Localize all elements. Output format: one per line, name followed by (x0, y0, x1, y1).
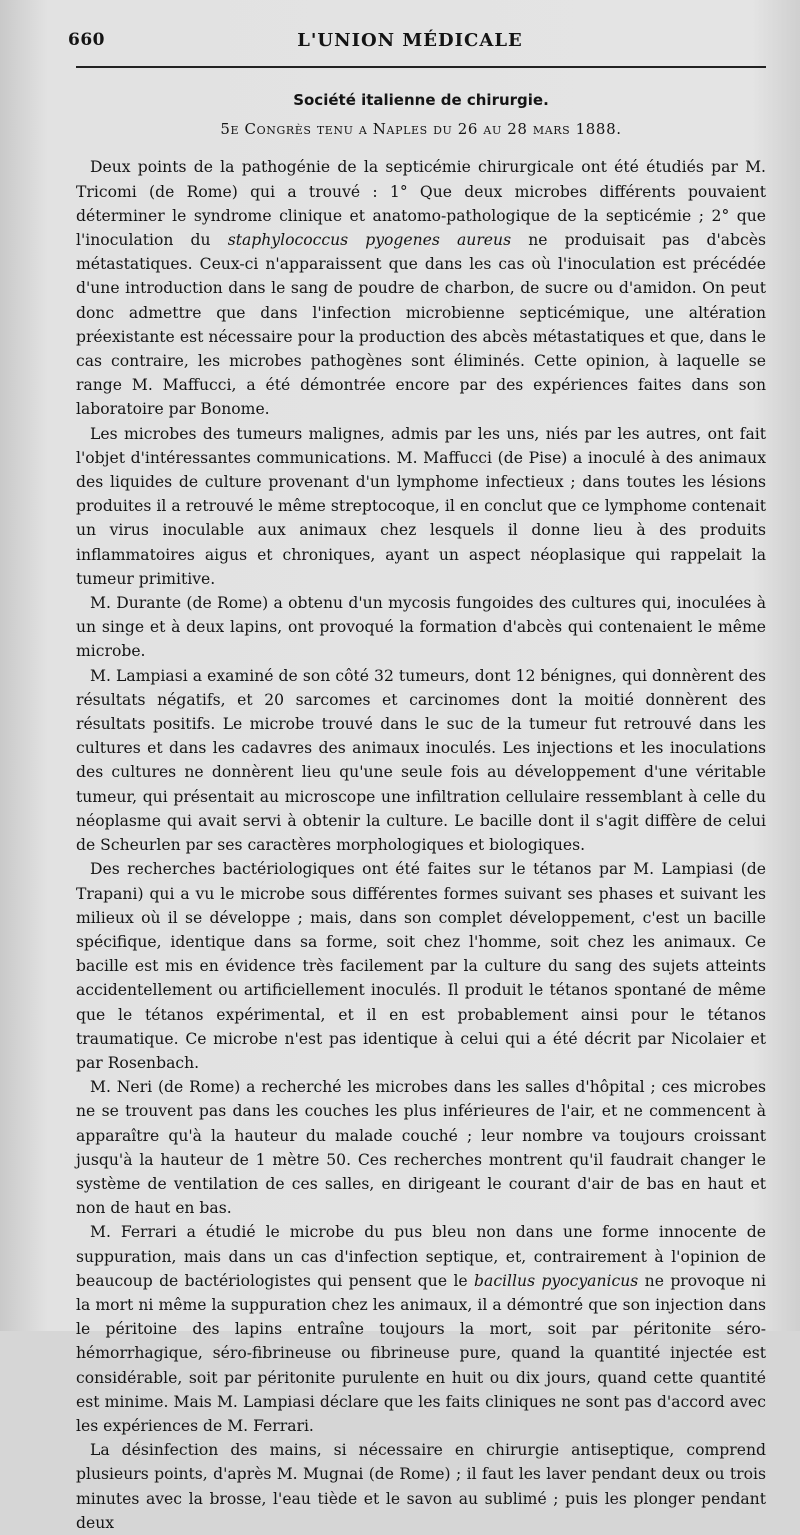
paragraph-text: ne produisait pas d'abcès métastatiques. Ceux-ci n'apparaissent que dans les cas où l'inoculation est précédée d'une introduction dans le sang de poudre de charbon, de sucre ou d'amidon. On peut donc admettre que dans l'infection microbienne septicémique, une altération préexistante est nécessaire pour la production des abcès métastatiques et que, dans le cas contraire, les microbes pathogènes sont éliminés. Cette opinion, à laquelle se range M. Maffucci, a été démontrée encore par des expériences faites dans son laboratoire par Bonome. (76, 231, 766, 419)
paragraph-tricomi (76, 155, 766, 421)
running-head (68, 30, 752, 58)
paragraph-text: M. Ferrari a étudié le microbe du pus bleu non dans une forme innocente de suppuration, mais dans un cas d'infection septique, et, contrairement à l'opinion de beaucoup de bactériologistes qui pensent que le (76, 1223, 766, 1290)
species-name: bacillus pyocyanicus (474, 1271, 639, 1290)
section-title: Société italienne de chirurgie. (293, 91, 549, 109)
paragraph-maffucci: Les microbes des tumeurs malignes, admis par les uns, niés par les autres, ont fait l'objet d'intéressantes communications. M. Maffucci (de Pise) a inoculé à des animaux des liquides de culture provenant d'un lymphome infectieux ; dans toutes les lésions produites il a retrouvé le même streptocoque, il en conclut que ce lymphome contenait un virus inoculable aux animaux chez lesquels il donne lieu à des produits inflammatoires aigus et chroniques, ayant un aspect néoplasique qui rappelait la tumeur primitive. (76, 424, 766, 588)
paragraph-neri: M. Neri (de Rome) a recherché les microbes dans les salles d'hôpital ; ces microbes ne se trouvent pas dans les couches les plus inférieures de l'air, et ne commencent à apparaître qu'à la hauteur du malade couché ; leur nombre va toujours croissant jusqu'à la hauteur de 1 mètre 50. Ces recherches montrent qu'il faudrait changer le système de ventilation de ces salles, en dirigeant le courant d'air de bas en haut et non de haut en bas. (76, 1078, 766, 1218)
journal-title: L'UNION MÉDICALE (297, 30, 523, 51)
section-subtitle: 5e Congrès tenu a Naples du 26 au 28 mars 1888. (220, 120, 622, 139)
paragraph-mugnai: La désinfection des mains, si nécessaire en chirurgie antiseptique, comprend plusieurs points, d'après M. Mugnai (de Rome) ; il faut les laver pendant deux ou trois minutes avec la brosse, l'eau tiède et le savon au sublimé ; puis les plonger pendant deux (76, 1441, 766, 1532)
paragraph-tetanos: Des recherches bactériologiques ont été faites sur le tétanos par M. Lampiasi (de Trapani) qui a vu le microbe sous différentes formes suivant ses phases et suivant les milieux où il se développe ; mais, dans son complet développement, c'est un bacille spécifique, identique dans sa forme, soit chez l'homme, soit chez les animaux. Ce bacille est mis en évidence très facilement par la culture du sang des sujets atteints accidentellement ou artificiellement inoculés. Il produit le tétanos spontané de même que le tétanos expérimental, et il en est probablement ainsi pour le tétanos traumatique. Ce microbe n'est pas identique à celui qui a été décrit par Nicolaier et par Rosenbach. (76, 860, 766, 1072)
paragraph-ferrari (76, 1220, 766, 1438)
paragraph-durante: M. Durante (de Rome) a obtenu d'un mycosis fungoides des cultures qui, inoculées à un singe et à deux lapins, ont provoqué la formation d'abcès qui contenaient le même microbe. (76, 594, 766, 661)
paragraph-text: Deux points de la pathogénie de la septicémie chirurgicale ont été étudiés par M. Tricomi (de Rome) qui a trouvé : 1° Que deux microbes différents pouvaient déterminer le syndrome clinique et anatomo-pathologique de la septicémie ; 2° que l'inoculation du (76, 158, 766, 250)
paragraph-lampiasi-tumeurs: M. Lampiasi a examiné de son côté 32 tumeurs, dont 12 bénignes, qui donnèrent des résultats négatifs, et 20 sarcomes et carcinomes dont la moitié donnèrent des résultats positifs. Le microbe trouvé dans le suc de la tumeur fut retrouvé dans les cultures et dans les cadavres des animaux inoculés. Les injections et les inoculations des cultures ne donnèrent lieu qu'une seule fois au développement d'une véritable tumeur, qui présentait au microscope une infiltration cellulaire ressemblant à celle du néoplasme qui avait servi à obtenir la culture. Le bacille dont il s'agit diffère de celui de Scheurlen par ses caractères morphologiques et biologiques. (76, 666, 766, 855)
species-name: staphylococcus pyogenes aureus (227, 231, 512, 250)
header-rule (76, 66, 766, 68)
article-body (76, 88, 766, 1535)
paragraph-text: ne provoque ni la mort ni même la suppuration chez les animaux, il a démontré que son injection dans le péritoine des lapins entraîne toujours la mort, soit par péritonite séro-hémorrhagique, séro-fibrineuse ou fibrineuse pure, quand la quantité injectée est considérable, soit par péritonite purulente en huit ou dix jours, quand cette quantité est minime. Mais M. Lampiasi déclare que les faits cliniques ne sont pas d'accord avec les expériences de M. Ferrari. (76, 1271, 767, 1435)
page-number: 660 (68, 30, 105, 50)
